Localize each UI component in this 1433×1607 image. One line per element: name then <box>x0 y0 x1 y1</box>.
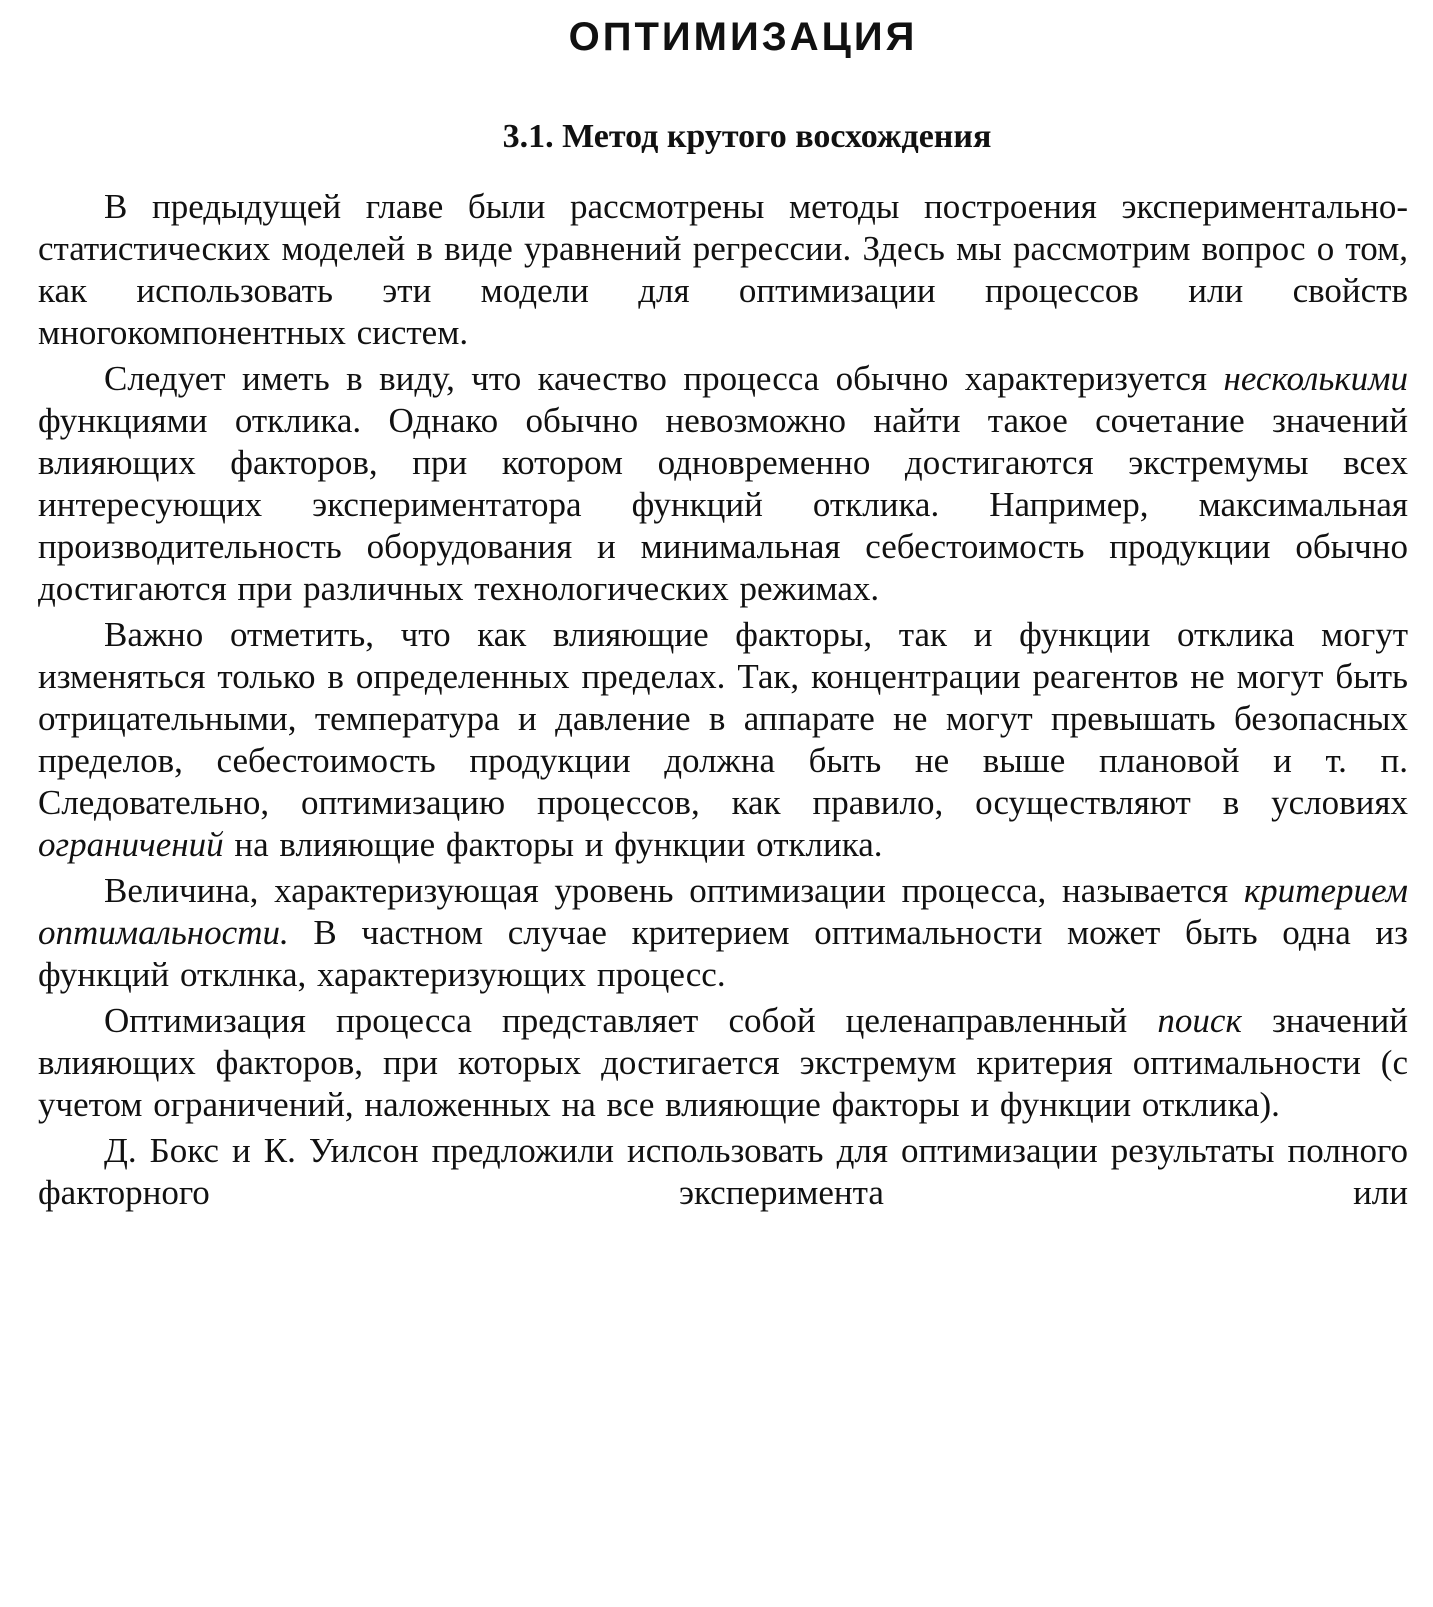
paragraph <box>38 186 1408 354</box>
section-title: 3.1. Метод крутого восхождения <box>502 118 992 155</box>
text-run: на влияющие факторы и функции отклика. <box>223 825 883 864</box>
emphasized-text: несколькими <box>1223 359 1408 398</box>
text-run: функциями отклика. Однако обычно невозможно найти такое сочетание значений влияющих факторов, при котором одновременно достигаются экстремумы всех интересующих экспериментатора функций отклика. Например, максимальная производительность оборудования и минимальная себестоимость продукции обычно достигаются при различных технологических режимах. <box>38 401 1408 608</box>
book-page <box>38 0 1408 1218</box>
text-run: В частном случае критерием оптимальности может быть одна из функций отклнка, характеризующих процесс. <box>38 913 1408 994</box>
emphasized-text: поиск <box>1157 1001 1242 1040</box>
body-text <box>38 186 1408 1214</box>
text-run: В предыдущей главе были рассмотрены методы построения экспериментально-статистических моделей в виде уравнений регрессии. Здесь мы рассмотрим вопрос о том, как использовать эти модели для оптимизации процессов или свойств многокомпонентных систем. <box>38 187 1408 352</box>
text-run: Оптимизация процесса представляет собой целенаправленный <box>104 1001 1158 1040</box>
text-run: Величина, характеризующая уровень оптимизации процесса, называется <box>104 871 1244 910</box>
text-run: значений влияющих факторов, при которых достигается экстремум критерия оптимальности (с учетом ограничений, наложенных на все влияющие факторы и функции отклика). <box>38 1001 1408 1124</box>
text-run: Важно отметить, что как влияющие факторы, так и функции отклика могут изменяться только в определенных пределах. Так, концентрации реагентов не могут быть отрицательными, температура и давление в аппарате не могут превышать безопасных пределов, себестоимость продукции должна быть не выше плановой и т. п. Следовательно, оптимизацию процессов, как правило, осуществляют в условиях <box>38 615 1408 822</box>
text-run: Следует иметь в виду, что качество процесса обычно характеризуется <box>104 359 1224 398</box>
chapter-title: ОПТИМИЗАЦИЯ <box>568 15 918 59</box>
paragraph <box>38 1000 1408 1126</box>
emphasized-text: ограничений <box>38 825 224 864</box>
emphasized-text: критерием оптимальности. <box>38 871 1408 952</box>
paragraph <box>38 614 1408 866</box>
text-run: Д. Бокс и К. Уилсон предложили использовать для оптимизации результаты полного факторного эксперимента или <box>38 1131 1408 1212</box>
paragraph <box>38 1130 1408 1214</box>
paragraph <box>38 358 1408 610</box>
paragraph <box>38 870 1408 996</box>
